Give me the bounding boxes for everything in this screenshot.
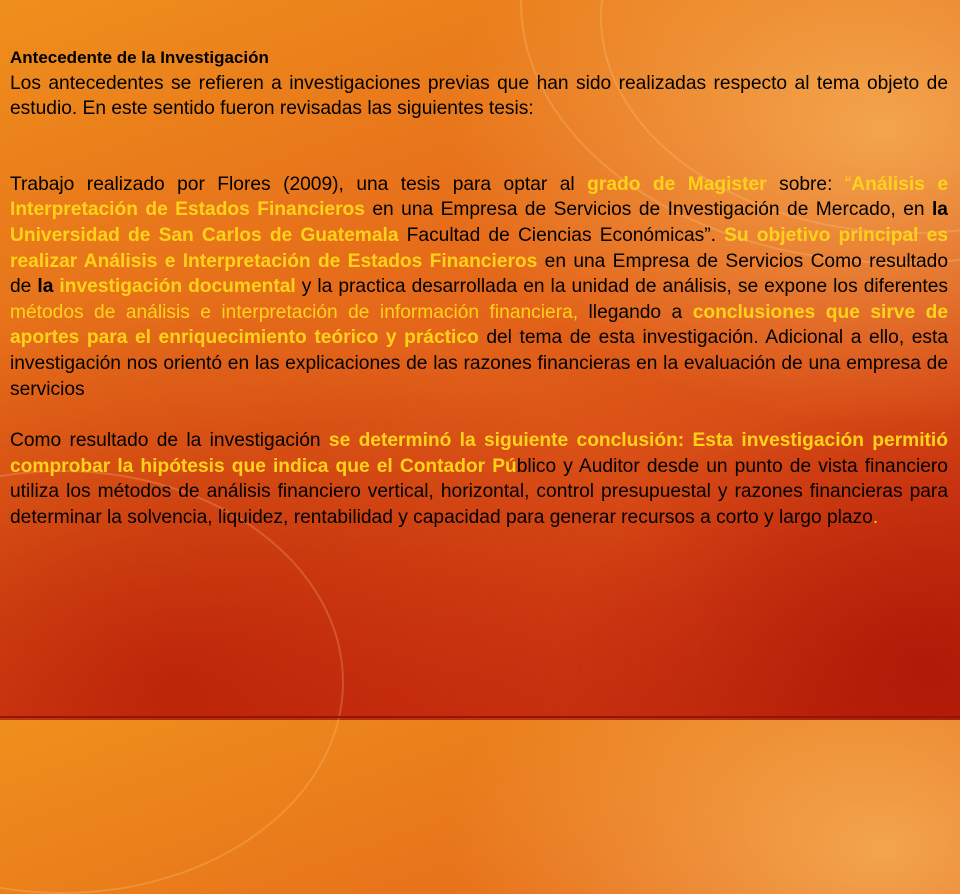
- text-run: del tema de esta investigación. Adicional a ello, esta investigación nos orientó en las explicaciones de las razones financieras en la evaluación de una empresa de servicios: [10, 327, 948, 400]
- slide-heading: Antecedente de la Investigación: [10, 48, 269, 67]
- bottom-divider: [0, 716, 960, 718]
- text-run: y la practica desarrollada en la unidad de análisis, se expone los diferentes: [295, 276, 948, 298]
- thesis-paragraph: [10, 172, 948, 402]
- text-run: llegando a: [578, 301, 693, 323]
- highlight-university: Universidad de San Carlos de Guatemala: [10, 224, 399, 246]
- highlight-conclusions: conclusiones que sirve de aportes para el enriquecimiento teórico y práctico: [10, 301, 948, 349]
- highlight-documental: investigación documental: [59, 276, 296, 298]
- highlight-methods: métodos de análisis e interpretación de información financiera,: [10, 301, 579, 323]
- highlight-conclusion: se determinó la siguiente conclusión: Esta investigación permitió comprobar la hipótesis que indica que el Contador Pú: [10, 430, 948, 477]
- text-run-bold: la: [931, 199, 948, 221]
- open-quote: “: [844, 173, 852, 195]
- background-swirl: [0, 470, 344, 894]
- conclusion-paragraph: [10, 428, 948, 530]
- text-run: en una Empresa de Servicios de Investigación de Mercado, en: [364, 199, 932, 221]
- final-period: .: [872, 506, 879, 528]
- highlight-objective: Su objetivo principal es realizar Análisis e Interpretación de Estados Financieros: [10, 224, 949, 272]
- intro-paragraph: Los antecedentes se refieren a investigaciones previas que han sido realizadas respecto al tema objeto de estudio. En este sentido fueron revisadas las siguientes tesis:: [10, 72, 948, 120]
- text-run: Trabajo realizado por Flores (2009), una tesis para optar al: [10, 173, 588, 195]
- highlight-thesis-title: Análisis e Interpretación de Estados Financieros: [10, 173, 948, 221]
- text-run: Facultad de Ciencias Económicas”.: [398, 224, 725, 246]
- text-run: sobre:: [766, 173, 845, 195]
- text-run: en una Empresa de Servicios Como resultado de: [10, 250, 949, 298]
- slide-content: [10, 45, 948, 531]
- text-run-bold: la: [37, 276, 54, 298]
- text-run: Como resultado de la investigación: [10, 430, 329, 452]
- text-run: blico y Auditor desde un punto de vista financiero utiliza los métodos de análisis financiero vertical, horizontal, control presupuestal y razones financieras para determinar la solvencia, liquidez, rentabilidad y capacidad para generar recursos a corto y largo plazo: [10, 455, 948, 528]
- highlight-degree: grado de Magister: [587, 173, 767, 195]
